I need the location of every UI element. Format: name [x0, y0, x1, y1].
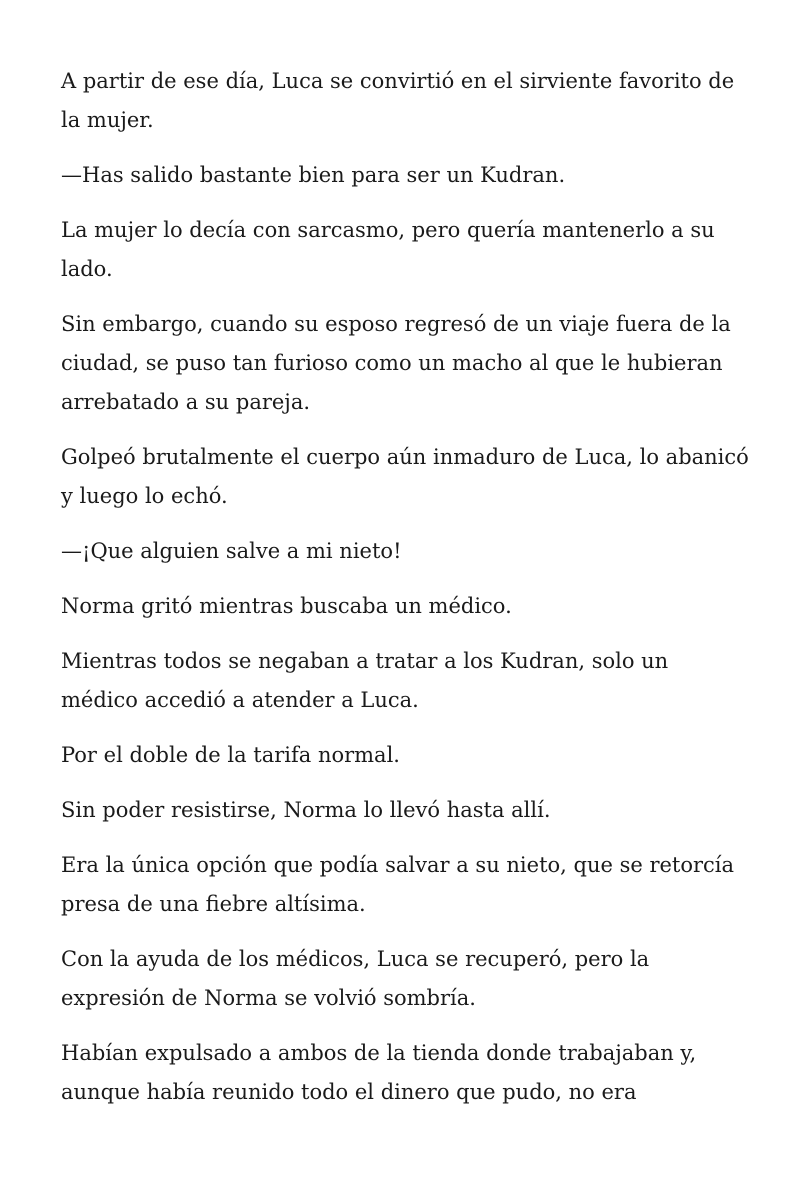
- paragraph: —¡Que alguien salve a mi nieto!: [61, 539, 402, 563]
- paragraph: A partir de ese día, Luca se convirtió en el sirviente favorito de la mujer.: [61, 69, 735, 132]
- paragraph: Por el doble de la tarifa normal.: [61, 743, 400, 767]
- paragraph: Golpeó brutalmente el cuerpo aún inmaduro de Luca, lo abanicó y luego lo echó.: [61, 445, 749, 508]
- paragraph: Con la ayuda de los médicos, Luca se recuperó, pero la expresión de Norma se volvió sombría.: [61, 947, 650, 1010]
- paragraph: La mujer lo decía con sarcasmo, pero quería mantenerlo a su lado.: [61, 218, 715, 281]
- paragraph: Mientras todos se negaban a tratar a los Kudran, solo un médico accedió a atender a Luca.: [61, 649, 669, 712]
- paragraph: Era la única opción que podía salvar a su nieto, que se retorcía presa de una fiebre altísima.: [61, 853, 735, 916]
- paragraph: —Has salido bastante bien para ser un Kudran.: [61, 163, 566, 187]
- paragraph: Habían expulsado a ambos de la tienda donde trabajaban y, aunque había reunido todo el dinero que pudo, no era: [61, 1041, 697, 1104]
- paragraph: Sin poder resistirse, Norma lo llevó hasta allí.: [61, 798, 551, 822]
- paragraph: Norma gritó mientras buscaba un médico.: [61, 594, 512, 618]
- paragraph: Sin embargo, cuando su esposo regresó de un viaje fuera de la ciudad, se puso tan furioso como un macho al que le hubieran arrebatado a su pareja.: [61, 312, 731, 414]
- document-body: [61, 62, 751, 1128]
